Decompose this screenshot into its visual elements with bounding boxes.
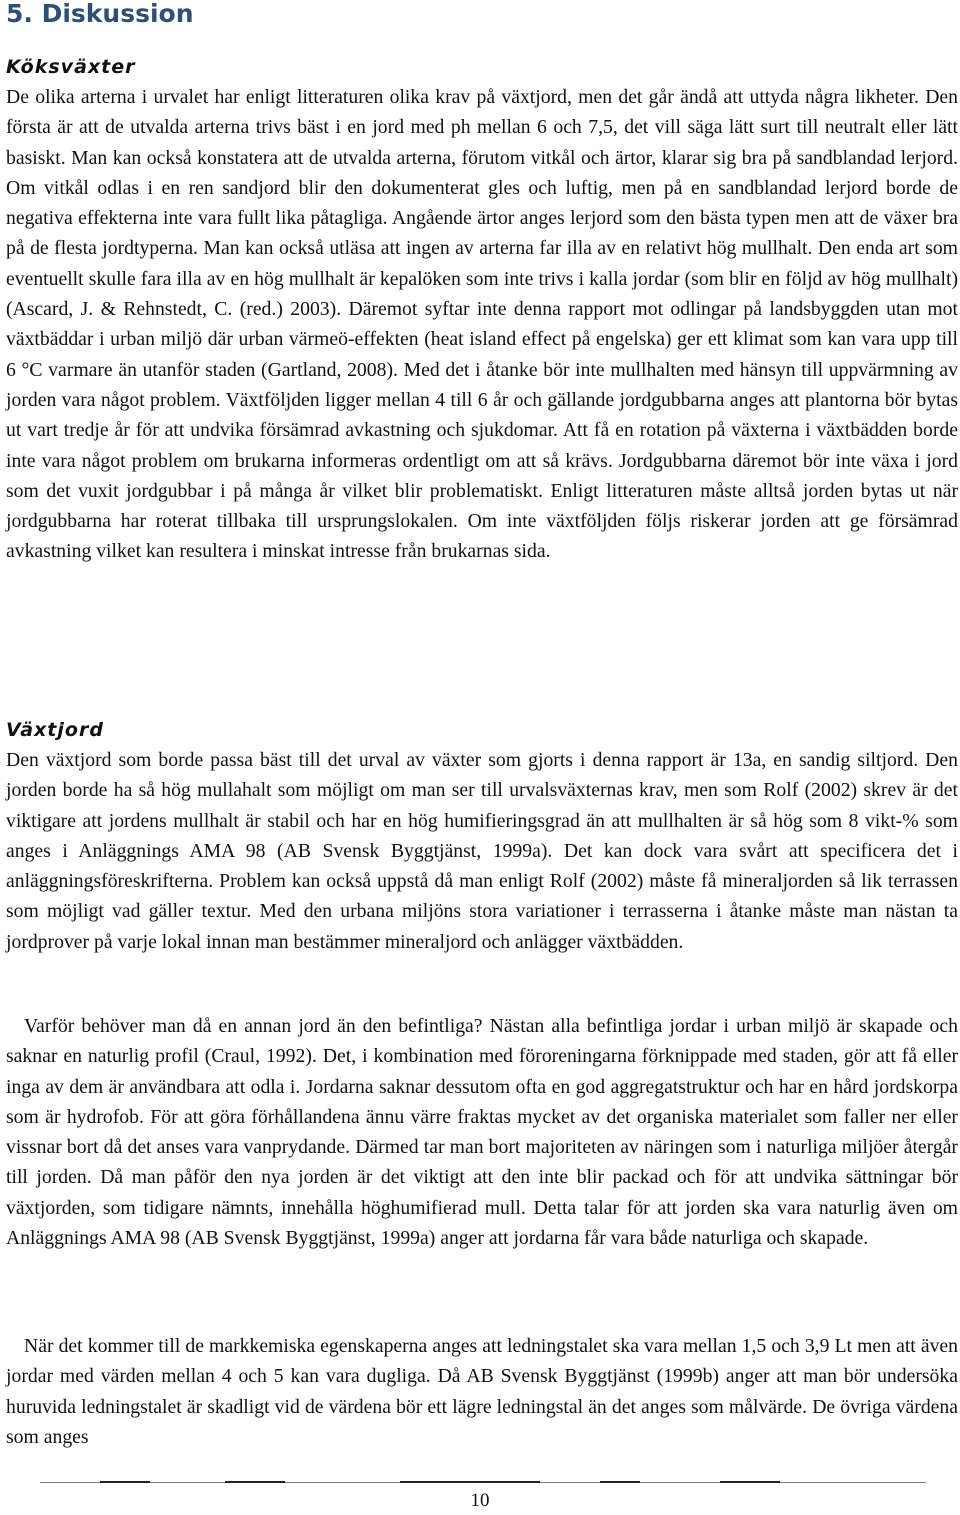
paragraph-vaxtjord-3: När det kommer till de markkemiska egenskaperna anges att ledningstalet ska vara mellan 1,5 och 3,9 Lt men att även jordar med värden mellan 4 och 5 kan vara dugliga. Då AB Svensk Byggtjänst (1999b) anger att man bör undersöka huruvida ledningstalet är skadligt vid de värdena bör ett lägre ledningstal än det anges som målvärde. De övriga värdena som anges: [6, 1335, 958, 1448]
paragraph-vaxtjord-2: Varför behöver man då en annan jord än den befintliga? Nästan alla befintliga jordar i urban miljö är skapade och saknar en naturlig profil (Craul, 1992). Det, i kombination med föroreningarna förknippade med staden, gör att få eller inga av dem är användbara att odla i. Jordarna saknar dessutom ofta en god aggregatstruktur och har en hård jordskorpa som är hydrofob. För att göra förhållandena ännu värre fraktas mycket av det organiska materialet som faller ner eller vissnar bort då det anses vara vanprydande. Därmed tar man bort majoriteten av näringen som i naturliga miljöer återgår till jorden. Då man påför den nya jorden är det viktigt att den inte blir packad och för att undvika sättningar bör växtjorden, som tidigare nämnts, innehålla höghumifierad mull. Detta talar för att jorden ska vara naturlig även om Anläggnings AMA 98 (AB Svensk Byggtjänst, 1999a) anger att jordarna får vara både naturliga och skapade.: [6, 1015, 958, 1250]
paragraph-koksvaxter: De olika arterna i urvalet har enligt litteraturen olika krav på växtjord, men det går ändå att uttyda några likheter. Den första är att de utvalda arterna trivs bäst i en jord med ph mellan 6 och 7,5, det vill säga lätt surt till neutralt eller lätt basiskt. Man kan också konstatera att de utvalda arterna, förutom vitkål och ärtor, klarar sig bra på sandblandad lerjord. Om vitkål odlas i en ren sandjord blir den dokumenterat gles och luftig, men på en sandblandad lerjord borde de negativa effekterna inte vara fullt lika påtagliga. Angående ärtor anges lerjord som den bästa typen men att de växer bra på de flesta jordtyperna. Man kan också utläsa att ingen av arterna far illa av en relativt hög mullhalt. Den enda art som eventuellt skulle fara illa av en hög mullhalt är kepalöken som inte trivs i kalla jordar (som blir en följd av hög mullhalt) (Ascard, J. & Rehnstedt, C. (red.) 2003). Däremot syftar inte denna rapport mot odlingar på landsbyggden utan mot växtbäddar i urban miljö där urban värmeö-effekten (heat island effect på engelska) ger ett klimat som kan vara upp till 6 °C varmare än utanför staden (Gartland, 2008). Med det i åtanke bör inte mullhalten med hänsyn till uppvärmning av jorden vara något problem. Växtföljden ligger mellan 4 till 6 år och gällande jordgubbarna anges att plantorna bör bytas ut vart tredje år för att undvika försämrad avkastning och sjukdomar. Att få en rotation på växterna i växtbädden borde inte vara något problem om brukarna informeras ordentligt om att så krävs. Jordgubbarna däremot bör inte växa i jord som det vuxit jordgubbar i på många år vilket blir problematiskt. Enligt litteraturen måste alltså jorden bytas ut när jordgubbarna har roterat tillbaka till ursprungslokalen. Om inte växtföljden följs riskerar jorden att ge försämrad avkastning vilket kan resultera i minskat intresse från brukarnas sida.: [6, 86, 958, 563]
page-number: 10: [470, 1490, 490, 1511]
section-title: 5. Diskussion: [6, 0, 194, 28]
footer-rule: [40, 1482, 926, 1483]
subsection-heading-koksvaxter: Köksväxter: [6, 56, 136, 78]
subsection-heading-vaxtjord: Växtjord: [6, 719, 104, 741]
paragraph-vaxtjord-1: Den växtjord som borde passa bäst till det urval av växter som gjorts i denna rapport är 13a, en sandig siltjord. Den jorden borde ha så hög mullahalt som möjligt om man ser till urvalsväxternas krav, men som Rolf (2002) skrev är det viktigare att jordens mullhalt är stabil och har en hög humifieringsgrad än att mullhalten är så hög som 8 vikt-% som anges i Anläggnings AMA 98 (AB Svensk Byggtjänst, 1999a). Det kan dock vara svårt att specificera det i anläggningsföreskrifterna. Problem kan också uppstå då man enligt Rolf (2002) måste få mineraljorden så lik terrassen som möjligt vad gäller textur. Med den urbana miljöns stora variationer i terrasserna i åtanke måste man nästan ta jordprover på varje lokal innan man bestämmer mineraljord och anlägger växtbädden.: [6, 749, 958, 953]
